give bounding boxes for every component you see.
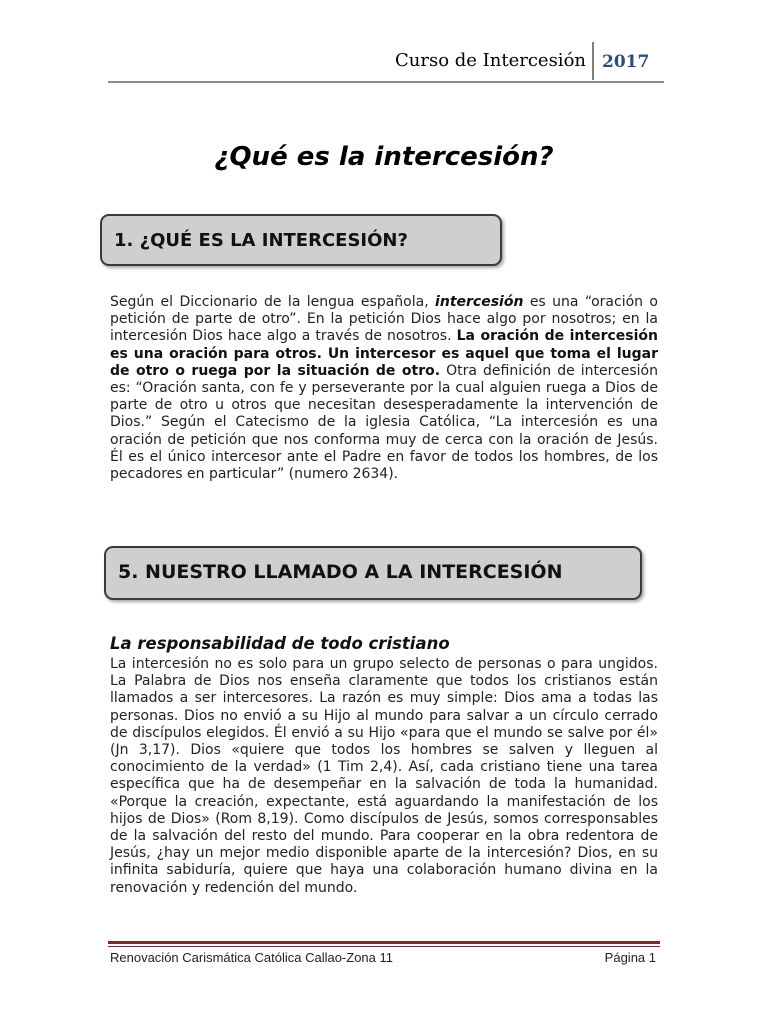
header-rule <box>108 81 664 83</box>
footer-page-number: Página 1 <box>604 950 656 965</box>
header-divider <box>592 42 594 80</box>
section-5-paragraph: La intercesión no es solo para un grupo selecto de personas o para ungidos. La Palabra de Dios nos enseña claramente que todos los cristianos están llamados a ser intercesores. La razón es muy simple: Dios ama a todas las personas. Dios no envió a su Hijo al mundo para salvar a un círculo cerrado de discípulos elegidos. Él envió a su Hijo «para que el mundo se salve por él» (Jn 3,17). Dios «quiere que todos los hombres se salven y lleguen al conocimiento de la verdad» (1 Tim 2,4). Así, cada cristiano tiene una tarea específica que ha de desempeñar en la salvación de toda la humanidad. «Porque la creación, expectante, está aguardando la manifestación de los hijos de Dios» (Rom 8,19). Como discípulos de Jesús, somos corresponsables de la salvación del resto del mundo. Para cooperar en la obra redentora de Jesús, ¿hay un mejor medio disponible aparte de la intercesión? Dios, en su infinita sabiduría, quiere que haya una colaboración humano divina en la renovación y redención del mundo. <box>110 656 658 896</box>
footer-organization: Renovación Carismática Católica Callao-Zona 11 <box>110 950 394 965</box>
footer-rule-thick <box>108 941 660 944</box>
footer-rule-thin <box>108 946 660 947</box>
header-year: 2017 <box>602 52 650 72</box>
section-1-heading: 1. ¿QUÉ ES LA INTERCESIÓN? <box>114 230 408 251</box>
para1-bold: La oración de intercesión es una oración para otros. Un intercesor es aquel que toma el lugar de otro o ruega por la situación de otro. <box>110 328 658 379</box>
section-5-heading-box <box>104 546 642 600</box>
header-course-title: Curso de Intercesión <box>394 50 586 71</box>
para1-text-a: Según el Diccionario de la lengua española, <box>110 294 436 310</box>
section-5-subheading: La responsabilidad de todo cristiano <box>110 634 450 653</box>
page-header <box>0 40 768 86</box>
section-5-heading: 5. NUESTRO LLAMADO A LA INTERCESIÓN <box>118 561 563 583</box>
section-1-paragraph <box>110 294 658 483</box>
para1-text-b: es una “oración o petición de parte de otro”. En la petición Dios hace algo por nosotros; en la intercesión Dios hace algo a través de nosotros. <box>110 294 658 345</box>
page-title: ¿Qué es la intercesión? <box>214 142 554 172</box>
para1-text-c: Otra definición de intercesión es: “Oración santa, con fe y perseverante por la cual alguien ruega a Dios de parte de otro u otros que necesitan desesperadamente la intervención de Dios.” Según el Catecismo de la iglesia Católica, “La intercesión es una oración de petición que nos conforma muy de cerca con la oración de Jesús. Él es el único intercesor ante el Padre en favor de todos los hombres, de los pecadores en particular” (numero 2634). <box>110 362 658 483</box>
section-1-heading-box <box>100 214 502 266</box>
para1-term: intercesión <box>435 294 524 310</box>
